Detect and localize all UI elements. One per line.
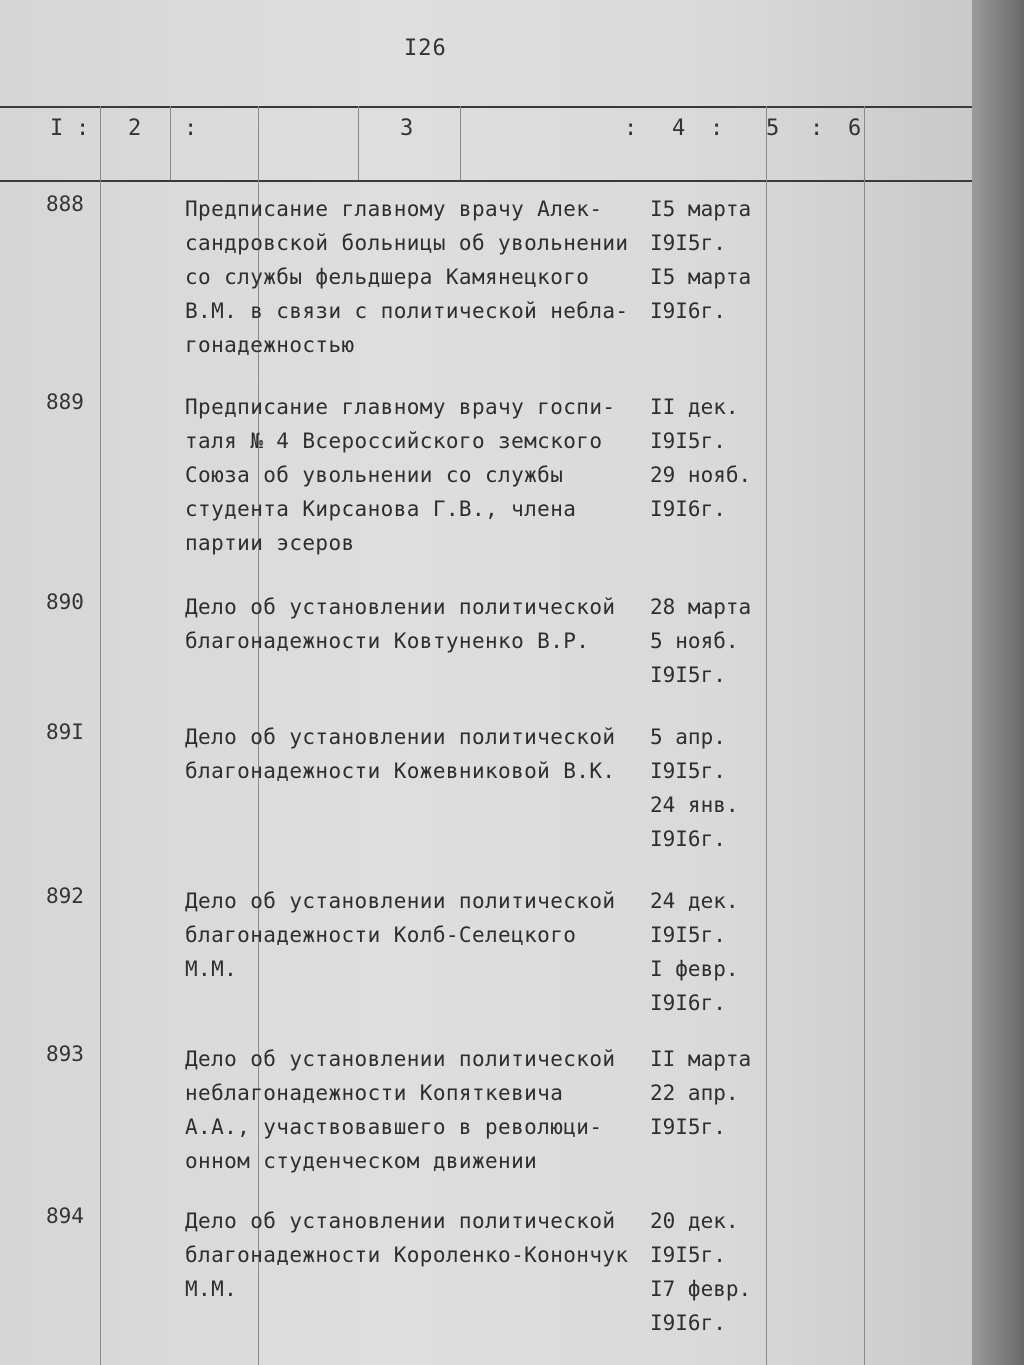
column-divider: [100, 106, 101, 1365]
column-number-1: I: [50, 116, 64, 141]
entry-title: Дело об установлении политической неблагонадежности Копяткевича А.А., участвовавшего в революци- онном студенческом движении: [185, 1047, 616, 1173]
entry-number: 892: [46, 884, 84, 908]
entry-dates: 28 марта 5 нояб. I9I5г.: [650, 595, 752, 687]
header-bottom-rule: [0, 180, 972, 182]
entry-dates: I5 марта I9I5г. I5 марта I9I6г.: [650, 197, 752, 323]
entry-dates: 5 апр. I9I5г. 24 янв. I9I6г.: [650, 725, 739, 851]
header-top-rule: [0, 106, 972, 108]
entry-number: 893: [46, 1042, 84, 1066]
page-number: I26: [404, 36, 447, 61]
column-separator: :: [710, 116, 724, 141]
entry-number: 889: [46, 390, 84, 414]
entry-dates: II дек. I9I5г. 29 нояб. I9I6г.: [650, 395, 752, 521]
column-divider: [460, 106, 461, 180]
column-separator: :: [184, 116, 198, 141]
column-separator: :: [810, 116, 824, 141]
entry-number: 890: [46, 590, 84, 614]
entry-dates: II марта 22 апр. I9I5г.: [650, 1047, 752, 1139]
entry-title: Дело об установлении политической благонадежности Кожевниковой В.К.: [185, 725, 616, 783]
entry-title: Дело об установлении политической благонадежности Колб-Селецкого М.М.: [185, 889, 616, 981]
column-separator: :: [624, 116, 638, 141]
entry-title: Дело об установлении политической благонадежности Короленко-Конончук М.М.: [185, 1209, 629, 1301]
entry-title: Дело об установлении политической благонадежности Ковтуненко В.Р.: [185, 595, 616, 653]
entry-number: 89I: [46, 720, 84, 744]
entry-title: Предписание главному врачу Алек- сандровской больницы об увольнении со службы фельдшера Камянецкого В.М. в связи с политической небла- гонадежностью: [185, 197, 629, 357]
column-number-5: 5: [766, 116, 780, 141]
entry-number: 888: [46, 192, 84, 216]
column-divider: [864, 106, 865, 1365]
column-separator: :: [76, 116, 90, 141]
entry-number: 894: [46, 1204, 84, 1228]
column-number-4: 4: [672, 116, 686, 141]
column-divider: [170, 106, 171, 180]
column-number-6: 6: [848, 116, 862, 141]
entry-dates: 20 дек. I9I5г. I7 февр. I9I6г.: [650, 1209, 752, 1335]
column-number-2: 2: [128, 116, 142, 141]
entry-title: Предписание главному врачу госпи- таля № 4 Всероссийского земского Союза об увольнении со службы студента Кирсанова Г.В., члена партии эсеров: [185, 395, 616, 555]
column-divider: [358, 106, 359, 180]
page-edge-shadow: [972, 0, 1024, 1365]
column-number-3: 3: [400, 116, 414, 141]
entry-dates: 24 дек. I9I5г. I февр. I9I6г.: [650, 889, 739, 1015]
